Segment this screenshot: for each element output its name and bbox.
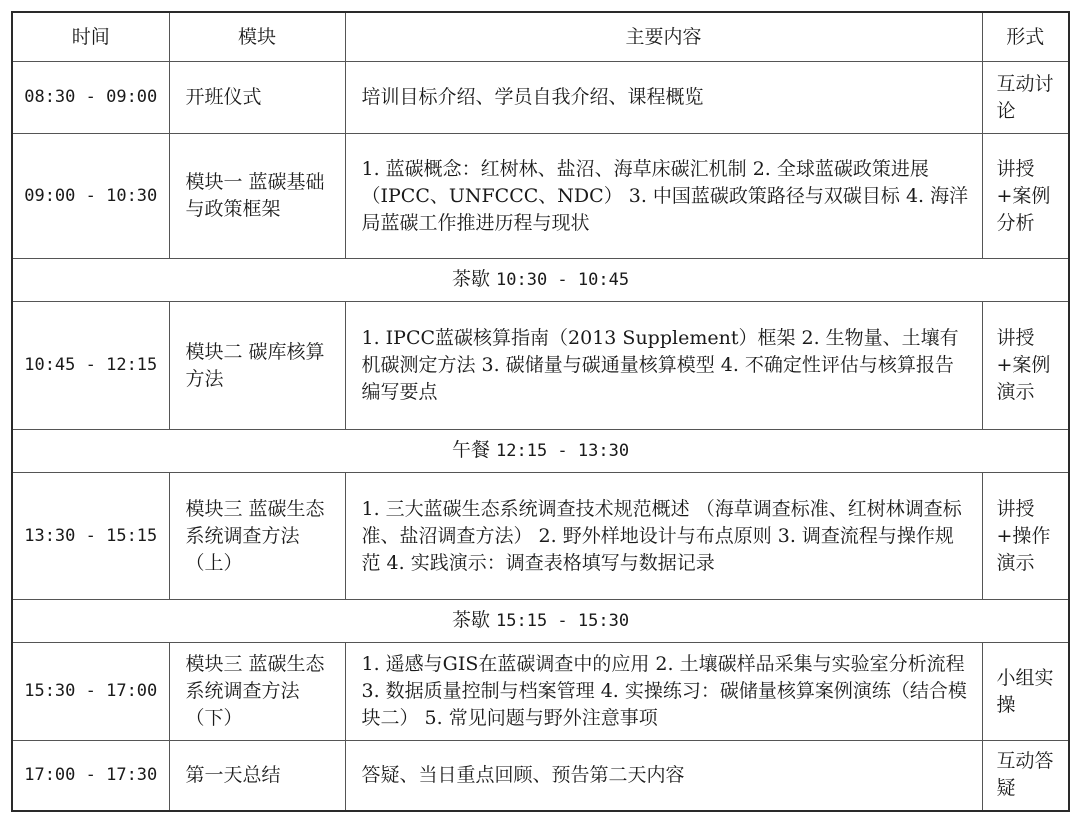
format-cell: 讲授+操作演示 [982,473,1069,600]
header-time: 时间 [12,12,169,62]
header-format: 形式 [982,12,1069,62]
time-cell: 10:45 - 12:15 [12,302,169,430]
break-cell [12,430,1069,473]
format-cell: 讲授+案例演示 [982,302,1069,430]
table-row [12,741,1069,811]
content-cell: 1. 遥感与GIS在蓝碳调查中的应用 2. 土壤碳样品采集与实验室分析流程 3. 数据质量控制与档案管理 4. 实操练习：碳储量核算案例演练（结合模块二） 5. 常见问题与野外注意事项 [345,643,982,741]
break-label: 茶歇 [451,268,490,290]
break-time: 10:30 - 10:45 [496,270,630,290]
module-cell: 模块一 蓝碳基础与政策框架 [169,134,345,259]
content-cell: 1. 三大蓝碳生态系统调查技术规范概述 （海草调查标准、红树林调查标准、盐沼调查方法） 2. 野外样地设计与布点原则 3. 调查流程与操作规范 4. 实践演示：调查表格填写与数据记录 [345,473,982,600]
table-row [12,302,1069,430]
break-label: 茶歇 [451,609,490,631]
break-cell [12,600,1069,643]
table-row [12,473,1069,600]
header-module: 模块 [169,12,345,62]
break-row [12,430,1069,473]
time-cell: 09:00 - 10:30 [12,134,169,259]
format-cell: 互动讨论 [982,62,1069,134]
break-time: 15:15 - 15:30 [496,611,630,631]
break-row [12,600,1069,643]
schedule-table [11,11,1070,812]
module-cell: 模块二 碳库核算方法 [169,302,345,430]
break-time: 12:15 - 13:30 [496,441,630,461]
table-row [12,643,1069,741]
header-content: 主要内容 [345,12,982,62]
module-cell: 模块三 蓝碳生态系统调查方法（上） [169,473,345,600]
format-cell: 小组实操 [982,643,1069,741]
time-cell: 17:00 - 17:30 [12,741,169,811]
module-cell: 第一天总结 [169,741,345,811]
time-cell: 15:30 - 17:00 [12,643,169,741]
content-cell: 1. 蓝碳概念：红树林、盐沼、海草床碳汇机制 2. 全球蓝碳政策进展（IPCC、UNFCCC、NDC） 3. 中国蓝碳政策路径与双碳目标 4. 海洋局蓝碳工作推进历程与现状 [345,134,982,259]
format-cell: 讲授+案例分析 [982,134,1069,259]
time-cell: 08:30 - 09:00 [12,62,169,134]
break-cell [12,259,1069,302]
table-row [12,62,1069,134]
content-cell: 1. IPCC蓝碳核算指南（2013 Supplement）框架 2. 生物量、土壤有机碳测定方法 3. 碳储量与碳通量核算模型 4. 不确定性评估与核算报告编写要点 [345,302,982,430]
module-cell: 开班仪式 [169,62,345,134]
module-cell: 模块三 蓝碳生态系统调查方法（下） [169,643,345,741]
header-row [12,12,1069,62]
table-row [12,134,1069,259]
content-cell: 培训目标介绍、学员自我介绍、课程概览 [345,62,982,134]
break-label: 午餐 [451,439,490,461]
format-cell: 互动答疑 [982,741,1069,811]
break-row [12,259,1069,302]
content-cell: 答疑、当日重点回顾、预告第二天内容 [345,741,982,811]
time-cell: 13:30 - 15:15 [12,473,169,600]
